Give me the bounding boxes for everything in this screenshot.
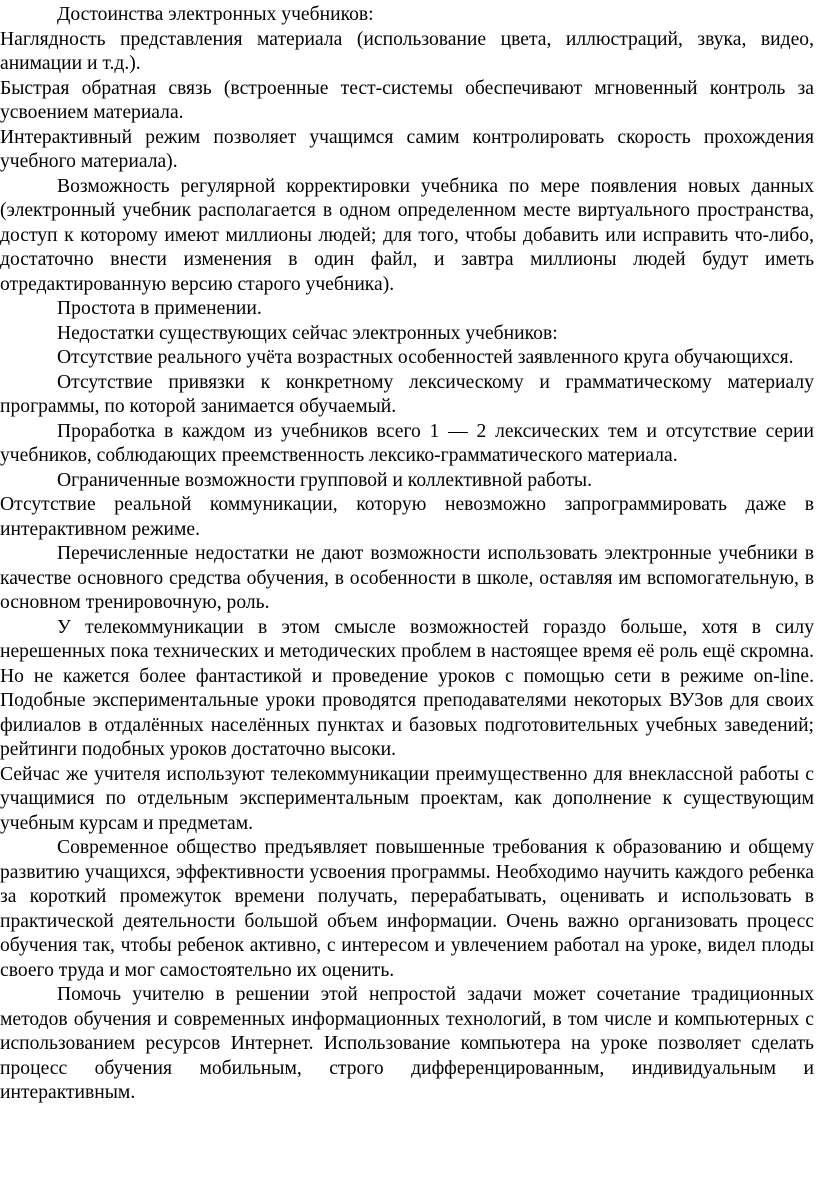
paragraph-disadvantages-heading: Недостатки существующих сейчас электронных учебников: [57, 322, 558, 344]
paragraph-disadvantage-age: Отсутствие реального учёта возрастных особенностей заявленного круга обучающихся. [57, 347, 794, 368]
paragraph-modern-society: Современное общество предъявляет повышенные требования к образованию и общему развитию учащихся, эффективности усвоения программы. Необходимо научить каждого ребенка за короткий промежуток времени получать, перерабатывать, оценивать и использовать в практической деятельности большой объем информации. Очень важно организовать процесс обучения так, чтобы ребенок активно, с интересом и увлечением работал на уроке, видел плоды своего труда и мог самостоятельно их оценить. [0, 837, 814, 981]
paragraph-disadvantage-topics: Проработка в каждом из учебников всего 1 — 2 лексических тем и отсутствие серии учебников, соблюдающих преемственность лексико-грамматического материала. [0, 420, 814, 466]
paragraph-help-teacher: Помочь учителю в решении этой непростой задачи может сочетание традиционных методов обучения и современных информационных технологий, в том числе и компьютерных с использованием ресурсов Интернет. Использование компьютера на уроке позволяет сделать процесс обучения мобильным, строго дифференцированным, индивидуальным и интерактивным. [0, 984, 814, 1103]
paragraph-conclusion-disadvantages: Перечисленные недостатки не дают возможности использовать электронные учебники в качестве основного средства обучения, в особенности в школе, оставляя им вспомогательную, в основном тренировочную, роль. [0, 543, 814, 613]
paragraph-disadvantage-binding: Отсутствие привязки к конкретному лексическому и грамматическому материалу программы, по которой занимается обучаемый. [0, 371, 814, 417]
paragraph-disadvantage-group-work: Ограниченные возможности групповой и коллективной работы. [57, 469, 592, 491]
paragraph-advantage-interactive: Интерактивный режим позволяет учащимся самим контролировать скорость прохождения учебного материала). [0, 126, 814, 172]
paragraph-teachers-usage: Сейчас же учителя используют телекоммуникации преимущественно для внеклассной работы с учащимися по отдельным экспериментальным проектам, как дополнение к существующим учебным курсам и предметам. [0, 763, 814, 834]
paragraph-advantage-feedback: Быстрая обратная связь (встроенные тест-системы обеспечивают мгновенный контроль за усвоением материала. [0, 77, 814, 123]
paragraph-advantage-visibility: Наглядность представления материала (использование цвета, иллюстраций, звука, видео, анимации и т.д.). [0, 28, 814, 74]
paragraph-advantage-correction: Возможность регулярной корректировки учебника по мере появления новых данных (электронный учебник располагается в одном определенном месте виртуального пространства, доступ к которому имеют миллионы людей; для того, чтобы добавить или исправить что-либо, достаточно внести изменения в один файл, и завтра миллионы людей будут иметь отредактированную версию старого учебника). [0, 175, 814, 295]
paragraph-disadvantage-communication: Отсутствие реальной коммуникации, которую невозможно запрограммировать даже в интерактивном режиме. [0, 494, 814, 540]
paragraph-advantages-heading: Достоинства электронных учебников: [57, 4, 374, 25]
paragraph-advantage-simplicity: Простота в применении. [57, 298, 262, 319]
paragraph-telecommunication: У телекоммуникации в этом смысле возможностей гораздо больше, хотя в силу нерешенных пока технических и методических проблем в настоящее время её роль ещё скромна. Но не кажется более фантастикой и проведение уроков с помощью сети в режиме on-line. Подобные экспериментальные уроки проводятся преподавателями некоторых ВУЗов для своих филиалов в отдалённых населённых пунктах и базовых подготовительных учебных заведений; рейтинги подобных уроков достаточно высоки. [0, 616, 814, 760]
